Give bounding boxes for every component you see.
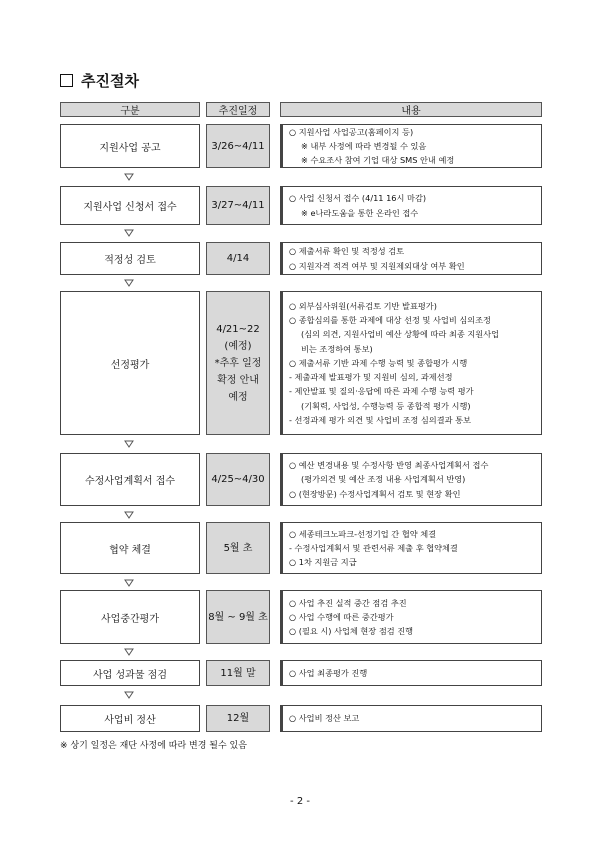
content-line: ※ 내부 사정에 따라 변경될 수 있음: [301, 140, 427, 151]
step-schedule: [206, 590, 270, 644]
schedule-line: 확정 안내: [217, 374, 259, 386]
step-schedule: [206, 124, 270, 168]
down-arrow-icon: [124, 648, 134, 656]
schedule-line: 4/14: [226, 253, 250, 264]
content-line: ※ 수요조사 참여 기업 대상 SMS 안내 예정: [301, 155, 455, 166]
step-schedule: [206, 291, 270, 435]
footnote: ※ 상기 일정은 재단 사정에 따라 변경 될수 있음: [60, 741, 247, 751]
content-line: ○ 사업 추진 실적 중간 점검 추진: [289, 597, 407, 608]
step-schedule: [206, 522, 270, 574]
step-schedule: [206, 242, 270, 275]
step-name: 지원사업 공고: [60, 124, 200, 168]
step-name: 사업 성과물 점검: [60, 660, 200, 686]
section-title: [60, 70, 139, 91]
schedule-line: (예정): [224, 340, 252, 352]
schedule-line: 8월 ~ 9월 초: [208, 611, 268, 623]
schedule-line: 4/25~4/30: [211, 474, 265, 485]
content-line: - 수정사업계획서 및 관련서류 제출 후 협약체결: [289, 542, 458, 553]
content-line: (심의 의견, 지원사업비 예산 상황에 따라 최종 지원사업: [301, 329, 500, 340]
step-name: 사업비 정산: [60, 705, 200, 732]
content-line: (평가의견 및 예산 조정 내용 사업계획서 반영): [301, 474, 466, 485]
step-name: 사업중간평가: [60, 590, 200, 644]
page-number: - 2 -: [290, 796, 310, 807]
content-line: ○ 1차 지원금 지급: [289, 557, 357, 568]
content-line: ○ 외부심사위원(서류검토 기반 발표평가): [289, 301, 437, 312]
step-content: [280, 590, 542, 644]
content-line: ○ (현장방문) 수정사업계획서 검토 및 현장 확인: [289, 488, 461, 499]
down-arrow-icon: [124, 279, 134, 287]
step-schedule: [206, 705, 270, 732]
down-arrow-icon: [124, 440, 134, 448]
schedule-line: 3/27~4/11: [211, 200, 265, 211]
schedule-line: 5월 초: [223, 542, 253, 554]
section-title-text: 추진절차: [81, 72, 139, 90]
content-line: ○ 세종테크노파크-선정기업 간 협약 체결: [289, 528, 437, 539]
down-arrow-icon: [124, 511, 134, 519]
schedule-line: 12월: [226, 713, 250, 724]
step-content: [280, 291, 542, 435]
schedule-line: 4/21~22: [216, 323, 260, 335]
content-line: ○ 지원자격 적격 여부 및 지원제외대상 여부 확인: [289, 260, 465, 271]
step-content: [280, 522, 542, 574]
schedule-line: 3/26~4/11: [211, 140, 265, 152]
down-arrow-icon: [124, 229, 134, 237]
step-name: 선정평가: [60, 291, 200, 435]
content-line: ○ 사업 수행에 따른 중간평가: [289, 611, 394, 622]
step-schedule: [206, 453, 270, 506]
content-line: ○ 종합심의를 통한 과제에 대상 선정 및 사업비 심의조정: [289, 315, 491, 326]
schedule-line: *추후 일정: [214, 357, 262, 369]
content-line: ○ 사업 최종평가 진행: [289, 667, 368, 678]
step-name: 협약 체결: [60, 522, 200, 574]
checkbox-square-icon: [60, 74, 73, 87]
step-name: 지원사업 신청서 접수: [60, 186, 200, 225]
content-line: - 선정과제 평가 의견 및 사업비 조정 심의결과 통보: [289, 414, 471, 425]
content-line: ○ 제출서류 기반 과제 수행 능력 및 종합평가 시행: [289, 357, 468, 368]
content-line: ○ 지원사업 사업공고(홈페이지 등): [289, 126, 414, 137]
down-arrow-icon: [124, 579, 134, 587]
step-content: [280, 186, 542, 225]
content-line: ○ (필요 시) 사업체 현장 점검 진행: [289, 626, 414, 637]
content-line: 비는 조정하여 통보): [301, 343, 373, 354]
content-line: ○ 사업 신청서 접수 (4/11 16시 마감): [289, 193, 427, 204]
header-col-schedule: 추진일정: [206, 102, 270, 117]
step-content: [280, 660, 542, 686]
content-line: - 제출과제 발표평가 및 지원비 심의, 과제선정: [289, 372, 453, 383]
content-line: (기획력, 사업성, 수행능력 등 종합적 평가 시행): [301, 400, 471, 411]
down-arrow-icon: [124, 173, 134, 181]
step-name: 적정성 검토: [60, 242, 200, 275]
content-line: ○ 사업비 정산 보고: [289, 713, 360, 724]
content-line: ○ 예산 변경내용 및 수정사항 반영 최종사업계획서 접수: [289, 460, 489, 471]
schedule-line: 예정: [228, 391, 248, 403]
schedule-line: 11월 말: [220, 667, 256, 679]
step-content: [280, 705, 542, 732]
step-content: [280, 124, 542, 168]
step-content: [280, 242, 542, 275]
content-line: ○ 제출서류 확인 및 적정성 검토: [289, 246, 405, 257]
step-schedule: [206, 660, 270, 686]
header-col-content: 내용: [280, 102, 542, 117]
down-arrow-icon: [124, 691, 134, 699]
step-name: 수정사업계획서 접수: [60, 453, 200, 506]
step-content: [280, 453, 542, 506]
step-schedule: [206, 186, 270, 225]
header-col-category: 구분: [60, 102, 200, 117]
content-line: ※ e나라도움을 통한 온라인 접수: [301, 207, 419, 218]
content-line: - 제안발표 및 질의·응답에 따른 과제 수행 능력 평가: [289, 386, 474, 397]
